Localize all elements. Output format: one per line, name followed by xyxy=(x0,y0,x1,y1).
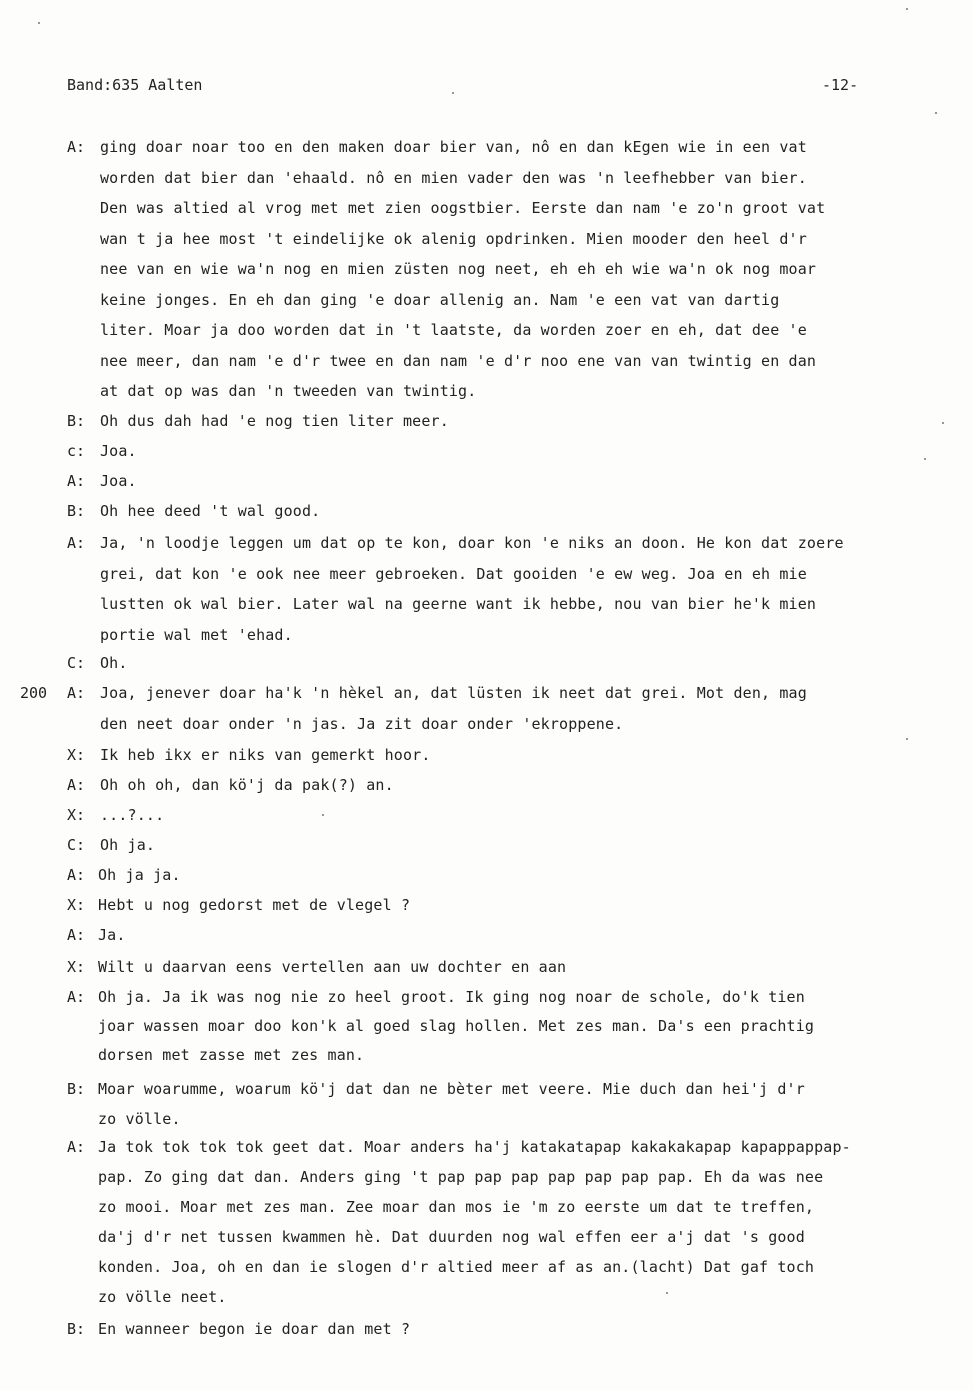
transcript-line: Oh dus dah had 'e nog tien liter meer. xyxy=(100,412,449,430)
speaker-label: C: xyxy=(67,654,86,672)
transcript-line: lustten ok wal bier. Later wal na geerne want ik hebbe, nou van bier he'k mien xyxy=(100,595,817,613)
transcript-line: joar wassen moar doo kon'k al goed slag hollen. Met zes man. Da's een prachtig xyxy=(98,1017,815,1035)
transcript-line: Ja. xyxy=(98,926,126,944)
transcript-line: konden. Joa, oh en dan ie slogen d'r altied meer af as an.(lacht) Dat gaf toch xyxy=(98,1258,815,1276)
transcript-line: Oh oh oh, dan kö'j da pak(?) an. xyxy=(100,776,394,794)
speaker-label: A: xyxy=(67,684,86,702)
transcript-line: ...?... xyxy=(100,806,165,824)
page-number: -12- xyxy=(822,76,859,94)
speaker-label: B: xyxy=(67,1080,86,1098)
band-label: Band:635 Aalten xyxy=(67,76,203,94)
transcript-line: Joa. xyxy=(100,442,137,460)
speaker-label: A: xyxy=(67,926,86,944)
speaker-label: c: xyxy=(67,442,86,460)
speaker-label: A: xyxy=(67,1138,86,1156)
scan-speck xyxy=(322,814,324,816)
speaker-label: B: xyxy=(67,412,86,430)
transcript-line: nee van en wie wa'n nog en mien züsten nog neet, eh eh eh wie wa'n ok nog moar xyxy=(100,260,817,278)
transcript-line: zo völle. xyxy=(98,1110,181,1128)
scan-speck xyxy=(924,458,926,460)
transcript-line: Oh ja. Ja ik was nog nie zo heel groot. Ik ging nog noar de schole, do'k tien xyxy=(98,988,805,1006)
transcript-line: Ja, 'n loodje leggen um dat op te kon, doar kon 'e niks an doon. He kon dat zoere xyxy=(100,534,844,552)
transcript-line: den neet doar onder 'n jas. Ja zit doar onder 'ekroppene. xyxy=(100,715,624,733)
speaker-label: A: xyxy=(67,988,86,1006)
speaker-label: X: xyxy=(67,806,86,824)
transcript-line: Den was altied al vrog met met zien oogstbier. Eerste dan nam 'e zo'n groot vat xyxy=(100,199,826,217)
transcript-line: liter. Moar ja doo worden dat in 't laatste, da worden zoer en eh, dat dee 'e xyxy=(100,321,807,339)
transcript-line: da'j d'r net tussen kwammen hè. Dat duurden nog wal effen eer a'j dat 's good xyxy=(98,1228,805,1246)
transcript-line: Oh. xyxy=(100,654,128,672)
speaker-label: A: xyxy=(67,534,86,552)
speaker-label: B: xyxy=(67,502,86,520)
transcript-line: worden dat bier dan 'ehaald. nô en mien vader den was 'n leefhebber van bier. xyxy=(100,168,807,187)
speaker-label: C: xyxy=(67,836,86,854)
transcript-line: Hebt u nog gedorst met de vlegel ? xyxy=(98,896,411,914)
speaker-label: X: xyxy=(67,896,86,914)
speaker-label: A: xyxy=(67,776,86,794)
transcript-line: zo mooi. Moar met zes man. Zee moar dan mos ie 'm zo eerste um dat te treffen, xyxy=(98,1198,815,1216)
speaker-label: X: xyxy=(67,746,86,764)
transcript-line: Oh ja. xyxy=(100,836,156,854)
scan-speck xyxy=(666,1292,668,1294)
scan-speck xyxy=(942,422,944,424)
transcript-line: pap. Zo ging dat dan. Anders ging 't pap pap pap pap pap pap pap. Eh da was nee xyxy=(98,1168,824,1186)
transcript-line: keine jonges. En eh dan ging 'e doar allenig an. Nam 'e een vat van dartig xyxy=(100,290,780,309)
transcript-line: portie wal met 'ehad. xyxy=(100,625,293,644)
transcript-line: En wanneer begon ie doar dan met ? xyxy=(98,1320,411,1338)
transcript-line: dorsen met zasse met zes man. xyxy=(98,1046,365,1064)
transcript-line: ging doar noar too en den maken doar bier van, nô en dan kEgen wie in een vat xyxy=(100,138,807,156)
transcript-line: zo völle neet. xyxy=(98,1288,227,1306)
transcript-line: nee meer, dan nam 'e d'r twee en dan nam 'e d'r noo ene van van twintig en dan xyxy=(100,351,817,370)
speaker-label: A: xyxy=(67,472,86,490)
transcript-line: Oh hee deed 't wal good. xyxy=(100,502,321,520)
transcript-line: Joa, jenever doar ha'k 'n hèkel an, dat lüsten ik neet dat grei. Mot den, mag xyxy=(100,684,807,702)
transcript-line: wan t ja hee most 't eindelijke ok alenig opdrinken. Mien mooder den heel d'r xyxy=(100,229,807,248)
scan-speck xyxy=(935,112,937,114)
transcript-line: Ik heb ikx er niks van gemerkt hoor. xyxy=(100,746,431,764)
scan-speck xyxy=(452,92,454,94)
margin-line-number: 200 xyxy=(20,684,48,702)
speaker-label: A: xyxy=(67,866,86,884)
transcript-line: Moar woarumme, woarum kö'j dat dan ne bèter met veere. Mie duch dan hei'j d'r xyxy=(98,1080,805,1098)
transcript-line: grei, dat kon 'e ook nee meer gebroeken. Dat gooiden 'e ew weg. Joa en eh mie xyxy=(100,564,807,583)
transcript-line: Oh ja ja. xyxy=(98,866,181,884)
scan-speck xyxy=(906,8,908,10)
speaker-label: A: xyxy=(67,138,86,156)
transcript-line: Wilt u daarvan eens vertellen aan uw dochter en aan xyxy=(98,958,567,976)
transcript-line: at dat op was dan 'n tweeden van twintig. xyxy=(100,382,477,400)
scan-speck xyxy=(906,738,908,740)
speaker-label: X: xyxy=(67,958,86,976)
transcript-line: Joa. xyxy=(100,472,137,490)
speaker-label: B: xyxy=(67,1320,86,1338)
scan-speck xyxy=(38,22,40,24)
transcript-line: Ja tok tok tok tok geet dat. Moar anders ha'j katakatapap kakakakapap kapappappap- xyxy=(98,1138,851,1156)
